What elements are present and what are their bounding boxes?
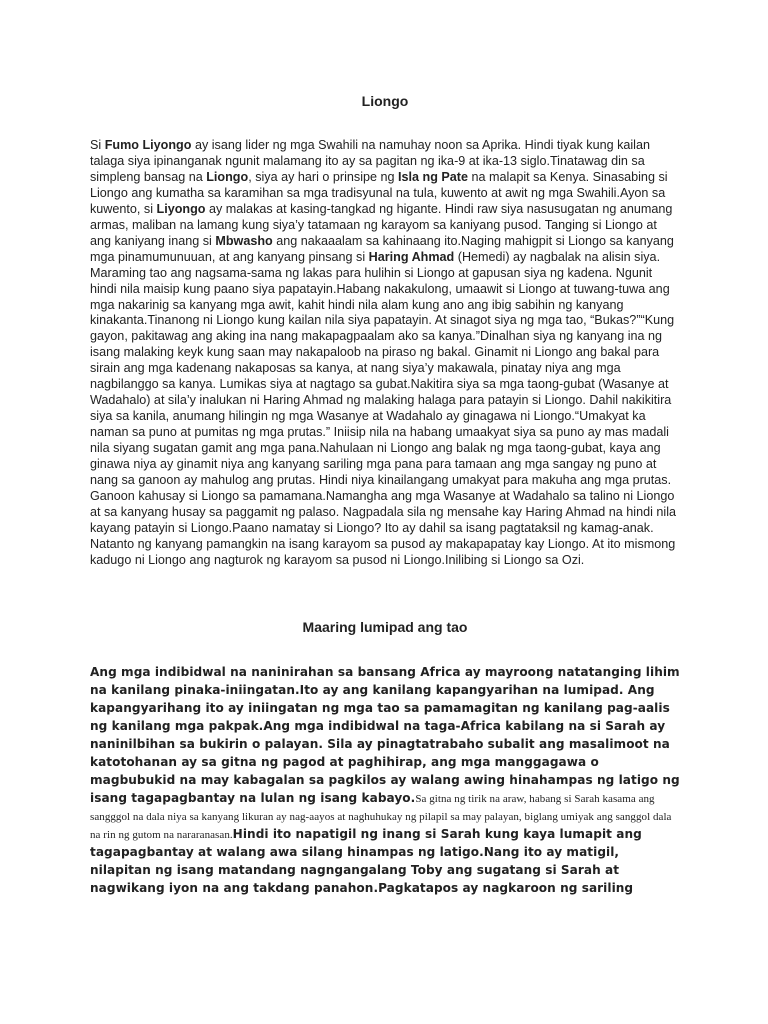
text-run: na malapit sa Kenya. Sinasabing si Liongo ang kumatha sa karamihan sa mga tradisyunal na tula, kuwento at awit ng mga Swahili.Ayon sa kuwento, si bbox=[90, 169, 668, 216]
story-body-maaring-lumipad bbox=[90, 663, 680, 897]
text-run: ay isang lider ng mga Swahili na namuhay noon sa Aprika. Hindi tiyak kung kailan talaga siya ipinanganak ngunit malamang ito ay sa pagitan ng ika-9 at ika-13 siglo.Tinatawag din sa simpleng bansag na bbox=[90, 138, 650, 184]
story-title-liongo: Liongo bbox=[361, 93, 409, 109]
bold-term: Mbwasho bbox=[215, 233, 273, 248]
text-run: ang nakaaalam sa kahinaang ito.Naging mahigpit si Liongo sa kanyang mga pinamumunuuan, at ang kanyang pinsang si bbox=[90, 233, 674, 264]
text-run: ay malakas at kasing-tangkad ng higante. Hindi raw siya nasusugatan ng anumang armas, maliban na lamang kung siya’y tatamaan ng karayom sa kaniyang pusod. Tanging si Liongo at ang kaniyang inang si bbox=[90, 201, 673, 248]
story-title-maaring-lumipad: Maaring lumipad ang tao bbox=[302, 619, 468, 635]
text-run: , siya ay hari o prinsipe ng bbox=[248, 169, 399, 184]
text-run: Ang mga indibidwal na naninirahan sa bansang Africa ay mayroong natatanging lihim na kanilang pinaka-iniingatan.Ito ay ang kanilang kapangyarihan na lumipad. Ang kapangyarihang ito ay iniingatan ng mga tao sa pamamagitan ng kanilang pag-aalis ng kanilang mga pakpak.Ang mga indibidwal na taga-Africa kabilang na si Sarah ay naninilbihan sa bukirin o palayan. Sila ay pinagtatrabaho subalit ang masalimoot na katotohanan ay sa gitna ng pagod at paghihirap, ang mga manggagawa o magbubukid na may kabagalan sa pagkilos ay walang awing hinahampas ng latigo ng isang tagapagbantay na lulan ng isang kabayo. bbox=[90, 665, 680, 805]
bold-term: Liyongo bbox=[156, 201, 206, 216]
serif-passage: Sa gitna ng tirik na araw, habang si Sarah kasama ang sangggol na dala niya sa kanyang likuran ay nag-aayos at naghuhukay ng pilapil sa may palayan, biglang umiyak ang sanggol dala na rin ng gutom na nararanasan. bbox=[90, 793, 672, 841]
text-run: Hindi ito napatigil ng inang si Sarah kung kaya lumapit ang tagapagbantay at walang awa silang hinampas ng latigo.Nang ito ay matigil, nilapitan ng isang matandang nagngangalang Toby ang sugatang si Sarah at nagwikang iyon na ang takdang panahon.Pagkatapos ay nagkaroon ng sariling bbox=[90, 827, 642, 895]
story-body-liongo bbox=[90, 138, 680, 569]
bold-term: Isla ng Pate bbox=[398, 169, 469, 184]
text-run: Si bbox=[90, 138, 105, 152]
text-run: (Hemedi) ay nagbalak na alisin siya. Maraming tao ang nagsama-sama ng lakas para hulihin si Liongo at gapusan siya ng kadena. Ngunit hindi nila maisip kung paano siya papatayin.Habang nakakulong, umaawit si Liongo at tuwang-tuwa ang mga nakarinig sa kanyang mga awit, kahit hindi nila alam kung ano ang ibig sabihin ng kanyang kinakanta.Tinanong ni Liongo kung kailan nila siya papatayin. At sinagot siya ng mga tao, “Bukas?”“Kung gayon, pakitawag ang aking ina nang makapagpaalam ako sa kanya.”Dinalhan siya ng kanyang ina ng isang malaking keyk kung saan may nakapaloob na piraso ng bakal. Ginamit ni Liongo ang bakal para sirain ang mga kadenang nakaposas sa kanya, at nang siya’y makawala, pinatay niya ang mga nagbilanggo sa kanya. Lumikas siya at nagtago sa gubat.Nakitira siya sa mga taong-gubat (Wasanye at Wadahalo) at sila’y inalukan ni Haring Ahmad ng malaking halaga para patayin si Liongo. Dahil nakikitira siya sa kanila, anumang hilingin ng mga Wasanye at Wadahalo ay ginagawa ni Liongo.“Umakyat ka naman sa puno at pumitas ng mga prutas.” Iniisip nila na habang umaakyat siya sa puno ay mas madali nila siyang sugatan gamit ang mga pana.Nahulaan ni Liongo ang balak ng mga taong-gubat, kaya ang ginawa niya ay ginamit niya ang kanyang sariling mga pana para tamaan ang mga sangay ng puno at nang sa ganoon ay mahulog ang prutas. Hindi niya kinailangang umakyat para makuha ang mga prutas. Ganoon kahusay si Liongo sa pamamana.Namangha ang mga Wasanye at Wadahalo sa talino ni Liongo at sa kanyang husay sa paggamit ng palaso. Nagpadala sila ng mensahe kay Haring Ahmad na hindi nila kayang patayin si Liongo.Paano namatay si Liongo? Ito ay dahil sa isang pagtataksil ng kamag-anak. Natanto ng kanyang pamangkin na isang karayom sa pusod ay makapapatay kay Liongo. At ito mismong kadugo ni Liongo ang nagturok ng karayom sa pusod ni Liongo.Inilibing si Liongo sa Ozi. bbox=[90, 249, 676, 567]
bold-term: Liongo bbox=[206, 169, 249, 184]
bold-term: Haring Ahmad bbox=[368, 249, 455, 264]
bold-term: Fumo Liyongo bbox=[104, 138, 192, 152]
